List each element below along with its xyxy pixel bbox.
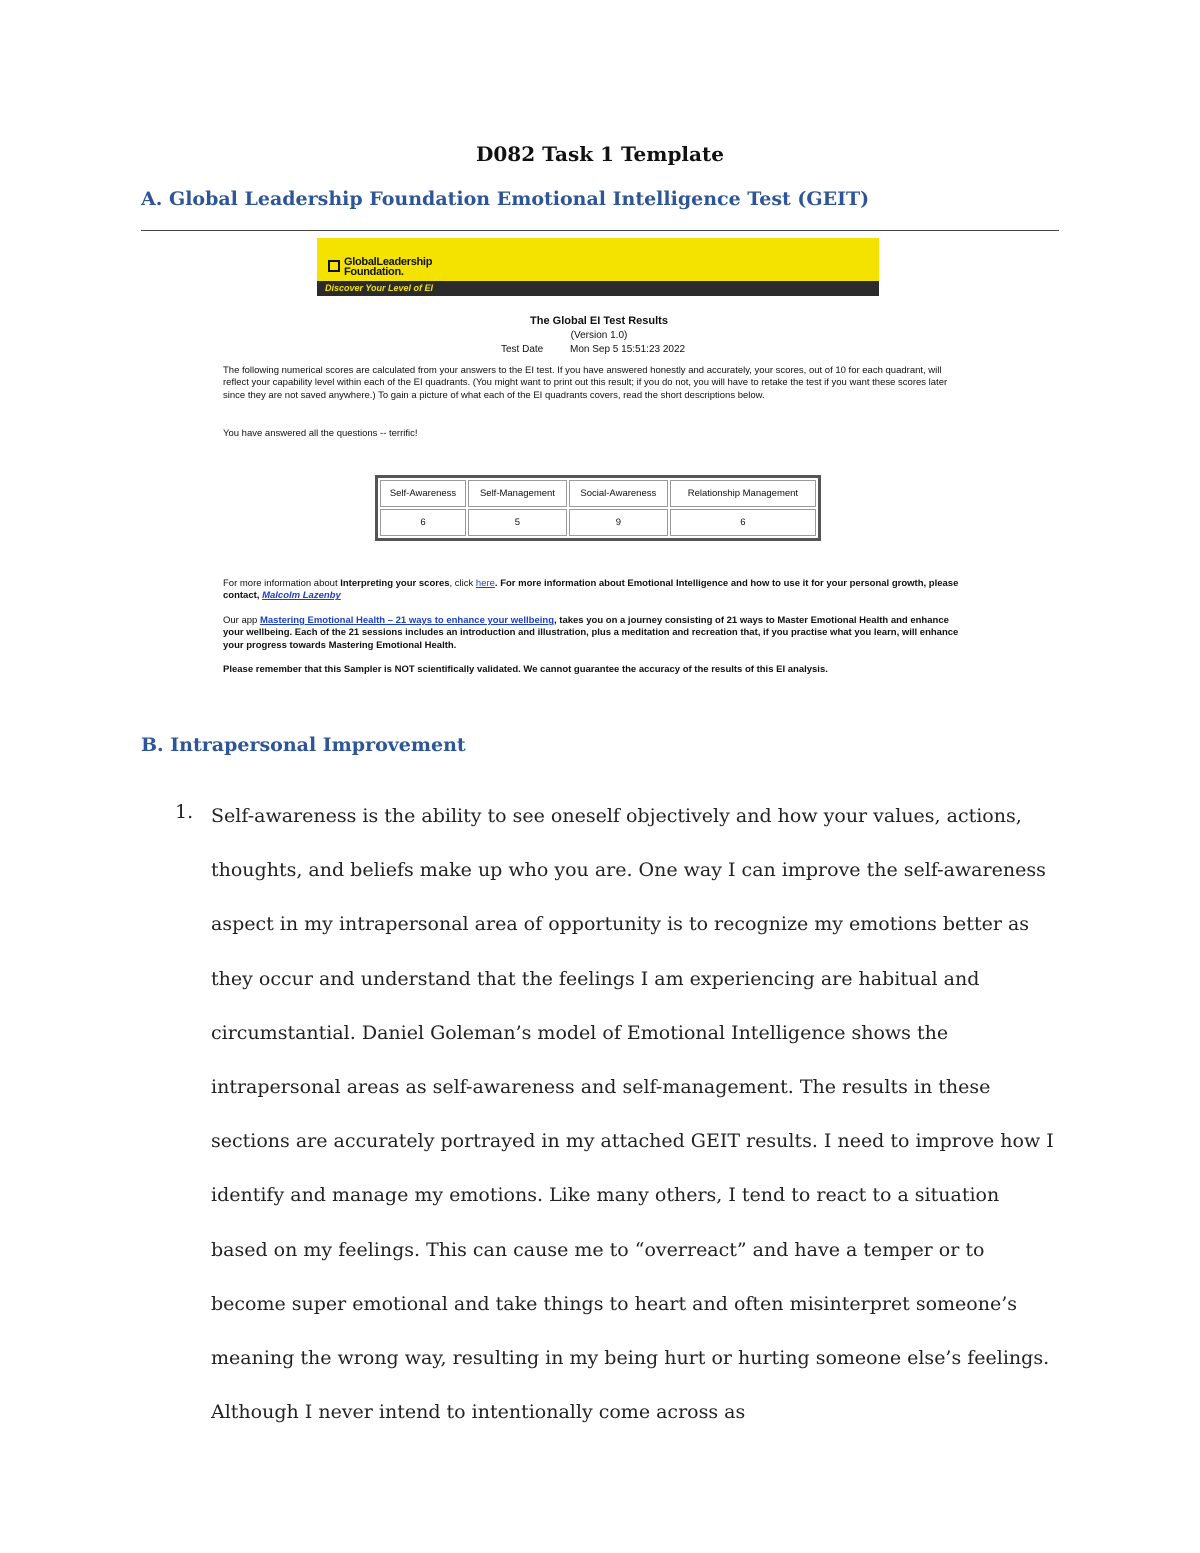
document-title: D082 Task 1 Template [476, 142, 724, 166]
app-paragraph [223, 615, 968, 652]
foundation-logo [344, 257, 432, 277]
app-prefix: Our app [223, 615, 258, 626]
geit-results-screenshot [218, 238, 980, 678]
results-intro: The following numerical scores are calculated from your answers to the EI test. If you have answered honestly and accurately, your scores, out of 10 for each quadrant, will reflect your capability level within each of the EI quadrants. (You might want to print out this result; if you do not, you will have to retake the test if you want these scores later since they are not saved anywhere.) To gain a picture of what each of the EI quadrants covers, read the short descriptions below. [223, 365, 948, 401]
score-social-awareness: 9 [569, 509, 668, 536]
header-relationship-management: Relationship Management [670, 480, 816, 507]
more-info-rest: . For more information about Emotional Intelligence and how to use it for your personal growth, please contact, [223, 578, 959, 602]
test-date-value: Mon Sep 5 15:51:23 2022 [570, 344, 686, 355]
results-version: (Version 1.0) [570, 330, 628, 341]
click-text: , click [449, 578, 474, 589]
score-self-awareness: 6 [380, 509, 466, 536]
interpreting-scores-text: Interpreting your scores [340, 578, 450, 589]
section-a-heading: A. Global Leadership Foundation Emotional Intelligence Test (GEIT) [141, 188, 870, 210]
header-social-awareness: Social-Awareness [569, 480, 668, 507]
app-link[interactable]: Mastering Emotional Health – 21 ways to enhance your wellbeing [259, 615, 555, 626]
list-item-number: 1. [175, 801, 194, 823]
geit-tagline: Discover Your Level of EI [317, 281, 879, 296]
more-info-paragraph [223, 578, 968, 603]
test-date-label: Test Date [501, 344, 544, 355]
scores-header-row [380, 480, 816, 507]
section-b-heading: B. Intrapersonal Improvement [141, 734, 466, 756]
section-b-paragraph: Self-awareness is the ability to see oneself objectively and how your values, actions, thoughts, and beliefs make up who you are. One way I can improve the self-awareness aspect in my intrapersonal area of opportunity is to recognize my emotions better as they occur and understand that the feelings I am experiencing are habitual and circumstantial. Daniel Goleman’s model of Emotional Intelligence shows the intrapersonal areas as self-awareness and self-management. The results in these sections are accurately portrayed in my attached GEIT results. I need to improve how I identify and manage my emotions. Like many others, I tend to react to a situation based on my feelings. This can cause me to “overreact” and have a temper or to become super emotional and take things to heart and often misinterpret someone’s meaning the wrong way, resulting in my being hurt or hurting someone else’s feelings. Although I never intend to intentionally come across as [211, 805, 1054, 1424]
heading-divider [141, 230, 1059, 231]
scores-value-row [380, 509, 816, 536]
disclaimer: Please remember that this Sampler is NOT scientifically validated. We cannot guarantee the accuracy of the results of this EI analysis. [223, 664, 828, 675]
header-self-management: Self-Management [468, 480, 567, 507]
geit-banner [317, 238, 879, 296]
scores-table [375, 475, 821, 541]
here-link[interactable]: here [475, 578, 495, 589]
answered-message: You have answered all the questions -- terrific! [223, 428, 418, 439]
contact-link[interactable]: Malcolm Lazenby [262, 590, 341, 602]
header-self-awareness: Self-Awareness [380, 480, 466, 507]
score-self-management: 5 [468, 509, 567, 536]
logo-line-1: GlobalLeadership [344, 256, 433, 268]
results-title: The Global EI Test Results [530, 315, 668, 327]
more-info-prefix: For more information about [223, 578, 338, 589]
logo-line-2: Foundation. [344, 266, 404, 278]
foundation-logo-icon [328, 260, 340, 272]
score-relationship-management: 6 [670, 509, 816, 536]
app-rest: , takes you on a journey consisting of 21 ways to Master Emotional Health and enhance your wellbeing. Each of the 21 sessions includes an introduction and illustration, plus a meditation and recreation that, if you practise what you learn, will enhance your progress towards Mastering Emotional Health. [223, 615, 959, 651]
